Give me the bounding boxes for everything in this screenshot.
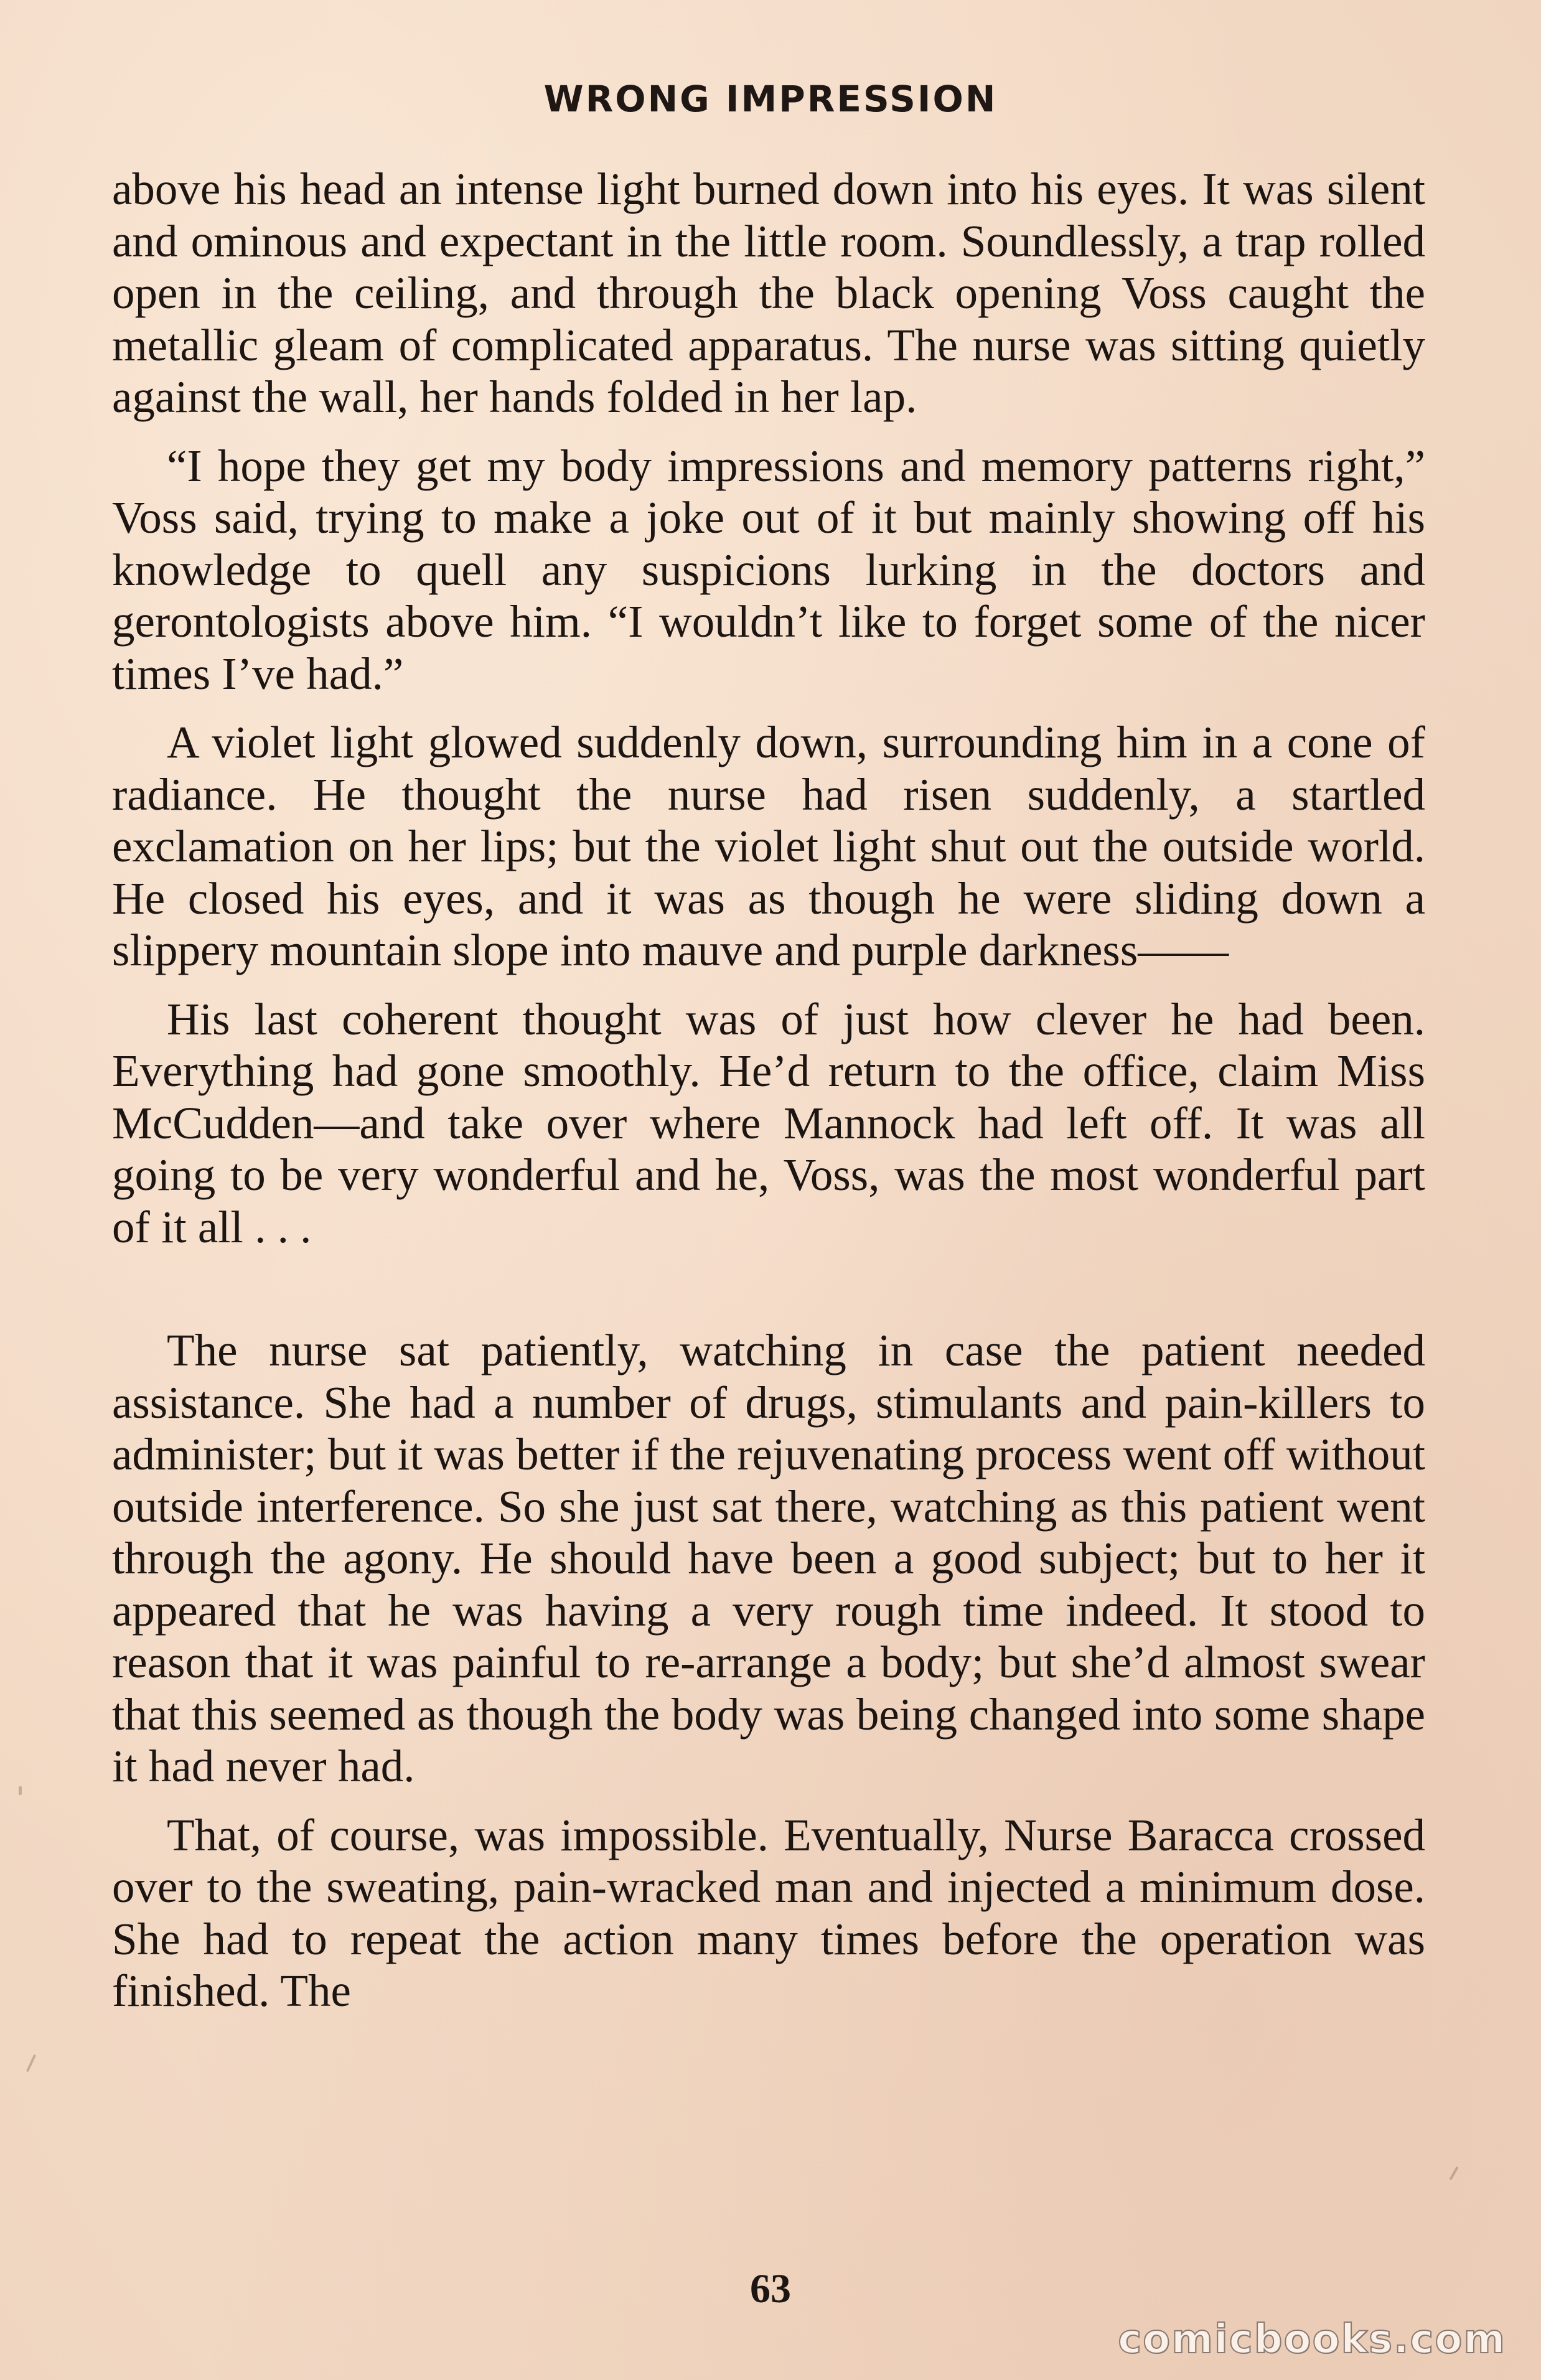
paper-speck	[26, 2054, 36, 2073]
paper-speck	[1449, 2167, 1458, 2181]
paper-speck	[19, 1786, 22, 1795]
paragraph-3: A violet light glowed suddenly down, surrounding him in a cone of radiance. He thought the nurse had risen suddenly, a startled exclamation on her lips; but the violet light shut out the outside world. He closed his eyes, and it was as though he were sliding down a slippery mountain slope into mauve and purple darkness——	[112, 717, 1425, 975]
paragraph-2: “I hope they get my body impressions and memory patterns right,” Voss said, trying to make a joke out of it but mainly showing off his knowledge to quell any suspicions lurking in the doctors and gerontologists above him. “I wouldn’t like to forget some of the nicer times I’ve had.”	[112, 440, 1425, 699]
paragraph-4: His last coherent thought was of just how clever he had been. Everything had gone smoothly. He’d return to the office, claim Miss McCudden—and take over where Mannock had left off. It was all going to be very wonderful and he, Voss, was the most wonderful part of it all . . .	[112, 993, 1425, 1252]
running-head: WRONG IMPRESSION	[543, 78, 998, 120]
watermark-logo: comicbooks.com	[1118, 2317, 1506, 2363]
page-number: 63	[750, 2266, 791, 2312]
paragraph-6: That, of course, was impossible. Eventually, Nurse Baracca crossed over to the sweating, pain-wracked man and injected a minimum dose. She had to repeat the action many times before the operation was finished. The	[112, 1809, 1425, 2016]
paragraph-1: above his head an intense light burned down into his eyes. It was silent and ominous and expectant in the little room. Soundlessly, a trap rolled open in the ceiling, and through the black opening Voss caught the metallic gleam of complicated apparatus. The nurse was sitting quietly against the wall, her hands folded in her lap.	[112, 164, 1425, 422]
body-text	[112, 163, 1425, 2034]
paragraph-5: The nurse sat patiently, watching in case the patient needed assistance. She had a number of drugs, stimulants and pain-killers to administer; but it was better if the rejuvenating process went off without outside interference. So she just sat there, watching as this patient went through the agony. He should have been a good subject; but to her it appeared that he was having a very rough time indeed. It stood to reason that it was painful to re-arrange a body; but she’d almost swear that this seemed as though the body was being changed into some shape it had never had.	[112, 1325, 1425, 1791]
